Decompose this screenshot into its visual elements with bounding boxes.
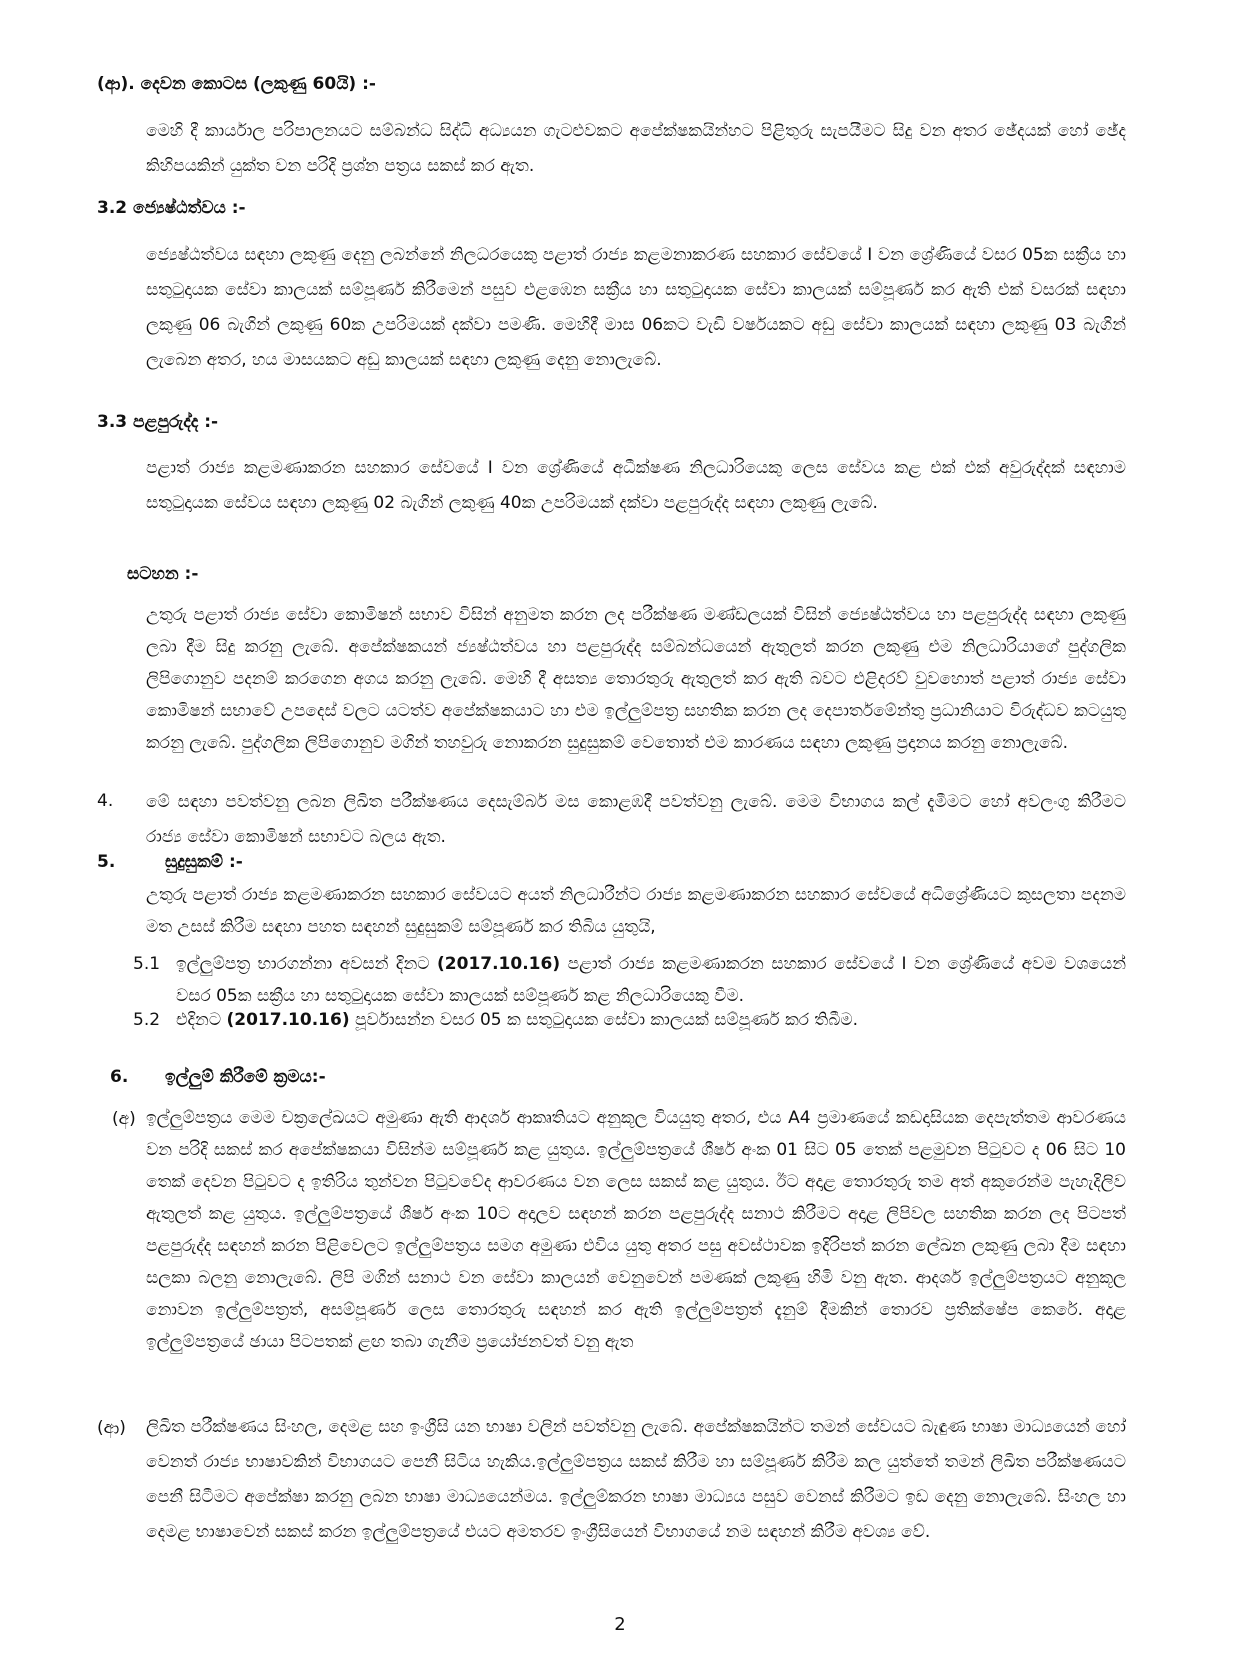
section-5-2-lead: එදිනට: [176, 1010, 227, 1030]
section-6-b-label: (ආ): [97, 1418, 126, 1438]
section-3-3-heading: 3.3 පළපුරුද්ද :-: [97, 412, 219, 432]
section-a2-text: මෙහි දී කාර්යාල පරිපාලනයට සම්බන්ධ සිද්ධි අධ්‍යයන ගැටළුවකට අපේක්ෂකයින්හට පිළිතුරු සැපයීමට සිදු වන අතර ඡේදයක් හෝ ඡේද කිහිපයකින් යුක්ත වන පරිදි ප්‍රශ්න පත්‍රය සකස් කර ඇත.: [146, 121, 1126, 176]
section-5-text: උතුරු පළාත් රාජ්‍ය කළමණාකරන සහකාර සේවයට අයත් නිලධාරීන්ට රාජ්‍ය කළමණාකරන සහකාර සේවයේ අධිශ්‍රේණියට කුසලතා පදනම මත උසස් කිරීම සඳහා පහත සඳහන් සුදුසුකම් සම්පූර්ණ කර තිබිය යුතුයි,: [146, 885, 1126, 937]
section-5-1-lead: ඉල්ලුම්පත්‍ර භාරගන්නා අවසන් දිනට: [176, 954, 438, 974]
section-5-2-date: (2017.10.16): [226, 1010, 350, 1030]
section-4-number: 4.: [97, 791, 114, 811]
section-3-2-heading: 3.2 ජ්‍යෙෂ්ඨත්වය :-: [97, 198, 246, 218]
section-a2-heading: (ආ). දෙවන කොටස (ලකුණු 60යි) :-: [97, 74, 376, 94]
section-5-2-number: 5.2: [133, 1010, 161, 1030]
section-5-1-text: [176, 948, 1126, 1012]
section-5-2-text: [176, 1004, 1126, 1036]
section-4-text: මේ සඳහා පවත්වනු ලබන ලිඛිත පරීක්ෂණය දෙසැම්බර් මස කොළඹදී පවත්වනු ලැබේ. මෙම විභාගය කල් දැමීමට හෝ අවලංගු කිරීමට රාජ්‍ය සේවා කොමිෂන් සභාවට බලය ඇත.: [146, 792, 1126, 847]
section-6-b-text: ලිඛිත පරීක්ෂණය සිංහල, දෙමළ සහ ඉංග්‍රීසි යන භාෂා වලින් පවත්වනු ලැබේ. අපේක්ෂකයින්ට තමන් සේවයට බැඳුණ භාෂා මාධ්‍යයෙන් හෝ වෙනත් රාජ්‍ය භාෂාවකින් විභාගයට පෙනී සිටිය හැකිය.ඉල්ලුම්පත්‍රය සකස් කිරීම හා සම්පූර්ණ කිරීම කල යුත්තේ තමන් ලිඛිත පරීක්ෂණයට පෙනී සිටීමට අපේක්ෂා කරනු ලබන භාෂා මාධ්‍යයෙන්මය. ඉල්ලුම්කරන භාෂා මාධ්‍යය පසුව වෙනස් කිරීමට ඉඩ දෙනු නොලැබේ. සිංහල හා දෙමළ භාෂාවෙන් සකස් කරන ඉල්ලුම්පත්‍රයේ එයට අමතරව ඉංග්‍රීසියෙන් විභාගයේ නම සඳහන් කිරීම අවශ්‍ය වේ.: [146, 1417, 1126, 1542]
section-6-heading: ඉල්ලුම් කිරීමේ ක්‍රමය:-: [165, 1067, 326, 1087]
page-number: 2: [614, 1614, 626, 1635]
note-text: උතුරු පළාත් රාජ්‍ය සේවා කොමිෂන් සභාව විසින් අනුමත කරන ලද පරීක්ෂණ මණ්ඩලයක් විසින් ජ්‍යෙෂ්ඨත්වය හා පළපුරුද්ද සඳහා ලකුණු ලබා දීම සිදු කරනු ලැබේ. අපේක්ෂකයන් ජ්‍යෂ්ඨත්වය හා පළපුරුද්ද සම්බන්ධයෙන් ඇතුලත් කරන ලකුණු එම නිලධාරියාගේ පුද්ගලික ලිපිගොනුව පදනම් කරගෙන අගය කරනු ලැබේ. මෙහි දී අසත්‍ය තොරතුරු ඇතුලත් කර ඇති බවට එළිදරව් වුවහොත් පළාත් රාජ්‍ය සේවා කොමිෂන් සභාවේ උපදෙස් වලට යටත්ව අපේක්ෂකයාට හා එම ඉල්ලුම්පත්‍ර සහතික කරන ලද දෙපාර්තමේන්තු ප්‍රධානියාට විරුද්ධව කටයුතු කරනු ලැබේ. පුද්ගලික ලිපිගොනුව මගින් තහවුරු නොකරන සුදුසුකම් වෙතොත් එම කාරණය සඳහා ලකුණු ප්‍රදානය කරනු නොලැබේ.: [146, 605, 1126, 753]
section-5-2-rest: පූර්වාසන්න වසර 05 ක සතුටුදායක සේවා කාලයක් සම්පූර්ණ කර තිබීම.: [349, 1010, 859, 1030]
section-5-1-rest: පළාත් රාජ්‍ය කළමණාකරන සහකාර සේවයේ I වන ශ්‍රේණියේ අවම වශයෙන් වසර 05ක සක්‍රීය හා සතුටුදායක සේවා කාලයක් සම්පූර්ණ කළ නිලධාරියෙකු වීම.: [176, 954, 1126, 1006]
section-6-a-label: (අ): [112, 1109, 136, 1129]
section-5-1-number: 5.1: [133, 954, 161, 974]
section-5-1-date: (2017.10.16): [437, 954, 561, 974]
section-6-a-text: ඉල්ලුම්පත්‍රය මෙම චක්‍රලේඛයට අමුණා ඇති ආදර්ශ ආකෘතියට අනුකූල වියයුතු අතර, එය A4 ප්‍රමාණයේ කඩදාසියක දෙපැත්තම ආවරණය වන පරිදි සකස් කර අපේක්ෂකයා විසින්ම සම්පූර්ණ කළ යුතුය. ඉල්ලුම්පත්‍රයේ ශීර්ෂ අංක 01 සිට 05 තෙක් පළමුවන පිටුවට ද 06 සිට 10 තෙක් දෙවන පිටුවට ද ඉතිරිය තුන්වන පිටුවවේද ආවරණය වන ලෙස සකස් කළ යුතුය. ඊට අදාළ තොරතුරු තම අත් අකුරෙන්ම පැහැදිලිව ඇතුලත් කළ යුතුය. ඉල්ලුම්පත්‍රයේ ශීර්ෂ අංක 10ට අදාලව සඳහන් කරන පළපුරුද්ද සනාථ කිරීමට අදාළ ලිපිවල සහතික කරන ලද පිටපත් පළපුරුද්ද සඳහන් කරන පිළිවෙලට ඉල්ලුම්පත්‍රය සමග අමුණා එවිය යුතු අතර පසු අවස්ථාවක ඉදිරිපත් කරන ලේඛන ලකුණු ලබා දීම සඳහා සලකා බලනු නොලැබේ. ලිපි මගින් සනාථ වන සේවා කාලයන් වෙනුවෙන් පමණක් ලකුණු හිමි වනු ඇත. ආදර්ශ ඉල්ලුම්පත්‍රයට අනුකූල නොවන ඉල්ලුම්පත්‍රත්, අසම්පූර්ණ ලෙස තොරතුරු සඳහන් කර ඇති ඉල්ලුම්පත්‍රත් දැනුම් දීමකින් තොරව ප්‍රතික්ෂේප කෙරේ. අදාළ ඉල්ලුම්පත්‍රයේ ඡායා පිටපතක් ළඟ තබා ගැනීම ප්‍රයෝජනවත් වනු ඇත: [146, 1108, 1126, 1352]
note-heading: සටහන :-: [127, 564, 199, 584]
section-3-2-text: ජ්‍යෙෂ්ඨත්වය සඳහා ලකුණු දෙනු ලබන්නේ නිලධරයෙකු පළාත් රාජ්‍ය කළමනාකරණ සහකාර සේවයේ I වන ශ්‍රේණියේ වසර 05ක සක්‍රීය හා සතුටුදායක සේවා කාලයක් සම්පූර්ණ කිරීමෙන් පසුව එළඹෙන සක්‍රීය හා සතුටුදායක සේවා කාලයක් සම්පූර්ණ කර ඇති එක් වසරක් සඳහා ලකුණු 06 බැගින් ලකුණු 60ක උපරිමයක් දක්වා පමණි. මෙහිදී මාස 06කට වැඩි වර්ෂයකට අඩු සේවා කාලයක් සඳහා ලකුණු 03 බැගින් ලැබෙන අතර, හය මාසයකට අඩු කාලයක් සඳහා ලකුණු දෙනු නොලැබේ.: [146, 245, 1126, 370]
section-3-3-text: පළාත් රාජ්‍ය කළමණාකරන සහකාර සේවයේ I වන ශ්‍රේණියේ අධීක්ෂණ නිලධාරියෙකු ලෙස සේවය කළ එක් එක් අවුරුද්දක් සඳහාම සතුටුදායක සේවය සඳහා ලකුණු 02 බැගින් ලකුණු 40ක උපරිමයක් දක්වා පළපුරුද්ද සඳහා ලකුණු ලැබේ.: [146, 458, 1126, 513]
section-6-number: 6.: [110, 1067, 129, 1087]
section-5-heading: සුදුසුකම් :-: [165, 852, 243, 872]
section-5-number: 5.: [97, 852, 116, 872]
